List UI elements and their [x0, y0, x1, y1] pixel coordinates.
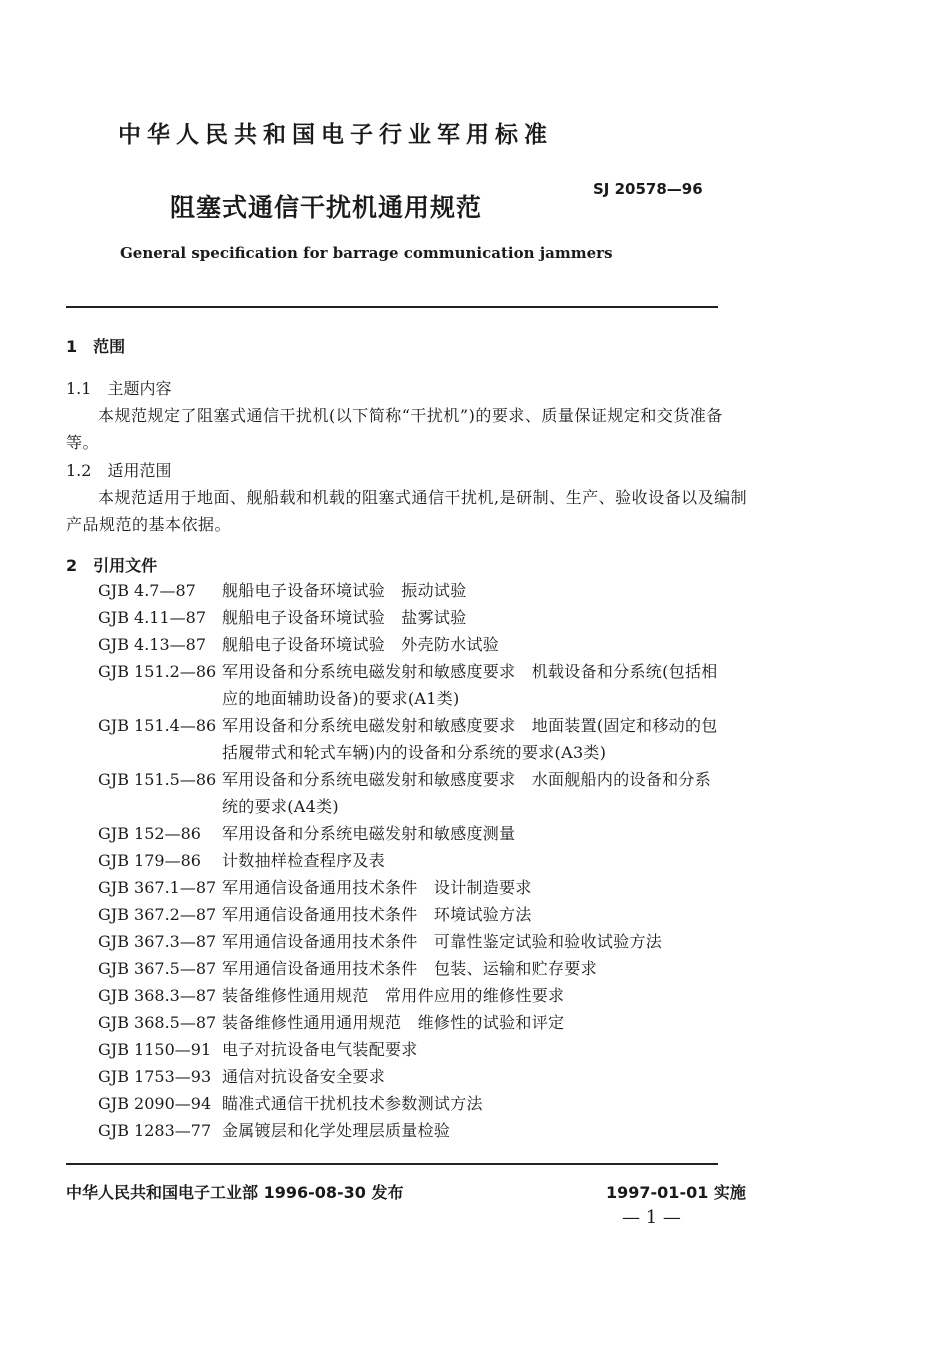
reference-title: 装备维修性通用通用规范 维修性的试验和评定: [222, 1013, 565, 1032]
reference-title: 军用通信设备通用技术条件 环境试验方法: [222, 905, 532, 924]
reference-item: [98, 955, 723, 982]
reference-title: 军用设备和分系统电磁发射和敏感度要求 水面舰船内的设备和分系统的要求(A4类): [222, 770, 712, 816]
reference-code: GJB 4.13—87: [98, 635, 207, 654]
section-1-2-text-line1: 本规范适用于地面、舰船载和机载的阻塞式通信干扰机,是研制、生产、验收设备以及编制: [98, 488, 748, 507]
reference-code: GJB 367.1—87: [98, 878, 217, 897]
reference-title: 军用设备和分系统电磁发射和敏感度要求 机载设备和分系统(包括相应的地面辅助设备)的要求(A1类): [222, 662, 718, 708]
page-number: — 1 —: [622, 1207, 681, 1228]
reference-code: GJB 367.5—87: [98, 959, 217, 978]
reference-item: [98, 901, 723, 928]
reference-title: 舰船电子设备环境试验 振动试验: [222, 581, 467, 600]
effective-date: 1997-01-01 实施: [606, 1183, 746, 1202]
reference-code: GJB 1150—91: [98, 1040, 212, 1059]
reference-code: GJB 367.3—87: [98, 932, 217, 951]
reference-item: [98, 820, 723, 847]
reference-item: [98, 712, 723, 766]
reference-item: [98, 631, 723, 658]
reference-code: GJB 368.3—87: [98, 986, 217, 1005]
reference-code: GJB 1753—93: [98, 1067, 212, 1086]
standard-code: SJ 20578—96: [593, 180, 703, 198]
reference-item: [98, 1117, 723, 1144]
section-1-2-text-line2: 产品规范的基本依据。: [66, 515, 232, 534]
reference-title: 通信对抗设备安全要求: [222, 1067, 386, 1086]
reference-title: 军用通信设备通用技术条件 可靠性鉴定试验和验收试验方法: [222, 932, 663, 951]
section-2-heading: 2 引用文件: [66, 556, 158, 575]
section-1-1-text-line2: 等。: [66, 433, 100, 452]
reference-item: [98, 874, 723, 901]
issue-date: 中华人民共和国电子工业部 1996-08-30 发布: [66, 1183, 404, 1202]
reference-code: GJB 4.7—87: [98, 581, 196, 600]
reference-code: GJB 151.2—86: [98, 662, 217, 681]
reference-title: 瞄准式通信干扰机技术参数测试方法: [222, 1094, 483, 1113]
reference-code: GJB 151.4—86: [98, 716, 217, 735]
document-title-english: General specification for barrage communication jammers: [120, 244, 613, 262]
reference-item: [98, 1063, 723, 1090]
reference-item: [98, 1036, 723, 1063]
reference-item: [98, 847, 723, 874]
reference-item: [98, 928, 723, 955]
reference-item: [98, 1090, 723, 1117]
reference-title: 电子对抗设备电气装配要求: [222, 1040, 418, 1059]
reference-code: GJB 152—86: [98, 824, 201, 843]
reference-list: [98, 577, 723, 1144]
reference-code: GJB 2090—94: [98, 1094, 212, 1113]
reference-item: [98, 604, 723, 631]
reference-item: [98, 1009, 723, 1036]
reference-title: 军用通信设备通用技术条件 设计制造要求: [222, 878, 532, 897]
reference-code: GJB 179—86: [98, 851, 201, 870]
reference-title: 军用设备和分系统电磁发射和敏感度要求 地面装置(固定和移动的包括履带式和轮式车辆)内的设备和分系统的要求(A3类): [222, 716, 718, 762]
reference-item: [98, 766, 723, 820]
reference-title: 军用设备和分系统电磁发射和敏感度测量: [222, 824, 516, 843]
footer-divider: [66, 1163, 718, 1165]
header-divider: [66, 306, 718, 308]
section-1-1-text-line1: 本规范规定了阻塞式通信干扰机(以下简称“干扰机”)的要求、质量保证规定和交货准备: [98, 406, 723, 425]
reference-title: 装备维修性通用规范 常用件应用的维修性要求: [222, 986, 565, 1005]
reference-title: 金属镀层和化学处理层质量检验: [222, 1121, 451, 1140]
section-1-heading: 1 范围: [66, 337, 126, 356]
document-title: 阻塞式通信干扰机通用规范: [170, 193, 483, 222]
reference-item: [98, 577, 723, 604]
reference-title: 舰船电子设备环境试验 盐雾试验: [222, 608, 467, 627]
reference-title: 舰船电子设备环境试验 外壳防水试验: [222, 635, 500, 654]
reference-code: GJB 367.2—87: [98, 905, 217, 924]
reference-code: GJB 151.5—86: [98, 770, 217, 789]
reference-title: 军用通信设备通用技术条件 包装、运输和贮存要求: [222, 959, 597, 978]
reference-code: GJB 4.11—87: [98, 608, 207, 627]
reference-title: 计数抽样检查程序及表: [222, 851, 386, 870]
reference-item: [98, 658, 723, 712]
reference-item: [98, 982, 723, 1009]
section-1-2-heading: 1.2 适用范围: [66, 461, 172, 480]
standard-series-title: 中华人民共和国电子行业军用标准: [118, 122, 553, 148]
reference-code: GJB 368.5—87: [98, 1013, 217, 1032]
section-1-1-heading: 1.1 主题内容: [66, 379, 172, 398]
reference-code: GJB 1283—77: [98, 1121, 212, 1140]
